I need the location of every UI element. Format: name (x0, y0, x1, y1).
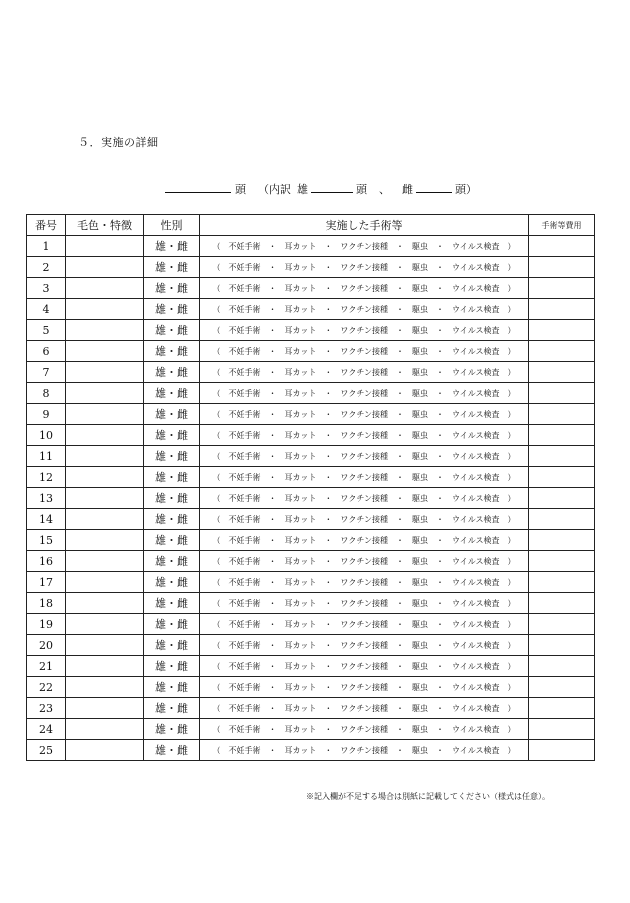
breakdown-open: （内訳 (258, 183, 291, 196)
row-number: 17 (27, 572, 66, 593)
features-cell[interactable] (66, 593, 144, 614)
sex-cell[interactable]: 雄・雌 (144, 593, 200, 614)
procedures-cell[interactable]: （ 不妊手術 ・ 耳カット ・ ワクチン接種 ・ 駆虫 ・ ウイルス検査 ） (200, 635, 529, 656)
row-number: 18 (27, 593, 66, 614)
table-row (27, 257, 595, 278)
row-number: 16 (27, 551, 66, 572)
table-row (27, 677, 595, 698)
features-cell[interactable] (66, 551, 144, 572)
procedures-cell[interactable]: （ 不妊手術 ・ 耳カット ・ ワクチン接種 ・ 駆虫 ・ ウイルス検査 ） (200, 362, 529, 383)
table-row (27, 509, 595, 530)
table-row (27, 341, 595, 362)
sex-cell[interactable]: 雄・雌 (144, 236, 200, 257)
cost-cell[interactable] (529, 509, 595, 530)
row-number: 20 (27, 635, 66, 656)
cost-cell[interactable] (529, 341, 595, 362)
cost-cell[interactable] (529, 236, 595, 257)
procedures-cell[interactable]: （ 不妊手術 ・ 耳カット ・ ワクチン接種 ・ 駆虫 ・ ウイルス検査 ） (200, 425, 529, 446)
cost-cell[interactable] (529, 677, 595, 698)
cost-cell[interactable] (529, 257, 595, 278)
sex-cell[interactable]: 雄・雌 (144, 404, 200, 425)
sex-cell[interactable]: 雄・雌 (144, 677, 200, 698)
row-number: 21 (27, 656, 66, 677)
features-cell[interactable] (66, 383, 144, 404)
sex-cell[interactable]: 雄・雌 (144, 299, 200, 320)
table-row (27, 551, 595, 572)
procedures-cell[interactable]: （ 不妊手術 ・ 耳カット ・ ワクチン接種 ・ 駆虫 ・ ウイルス検査 ） (200, 467, 529, 488)
row-number: 1 (27, 236, 66, 257)
features-cell[interactable] (66, 530, 144, 551)
procedures-cell[interactable]: （ 不妊手術 ・ 耳カット ・ ワクチン接種 ・ 駆虫 ・ ウイルス検査 ） (200, 299, 529, 320)
table-row (27, 467, 595, 488)
total-unit: 頭 (235, 183, 246, 196)
sex-cell[interactable]: 雄・雌 (144, 425, 200, 446)
head-count-summary (165, 180, 477, 197)
procedures-cell[interactable]: （ 不妊手術 ・ 耳カット ・ ワクチン接種 ・ 駆虫 ・ ウイルス検査 ） (200, 719, 529, 740)
female-unit: 頭） (455, 183, 477, 196)
row-number: 15 (27, 530, 66, 551)
row-number: 23 (27, 698, 66, 719)
header-procedures: 実施した手術等 (200, 215, 529, 236)
features-cell[interactable] (66, 299, 144, 320)
row-number: 19 (27, 614, 66, 635)
sex-cell[interactable]: 雄・雌 (144, 320, 200, 341)
female-count-field[interactable] (416, 180, 452, 193)
features-cell[interactable] (66, 404, 144, 425)
procedures-cell[interactable]: （ 不妊手術 ・ 耳カット ・ ワクチン接種 ・ 駆虫 ・ ウイルス検査 ） (200, 257, 529, 278)
table-row (27, 530, 595, 551)
sex-cell[interactable]: 雄・雌 (144, 446, 200, 467)
cost-cell[interactable] (529, 425, 595, 446)
table-row (27, 299, 595, 320)
table-row (27, 425, 595, 446)
row-number: 6 (27, 341, 66, 362)
cost-cell[interactable] (529, 635, 595, 656)
cost-cell[interactable] (529, 467, 595, 488)
procedures-cell[interactable]: （ 不妊手術 ・ 耳カット ・ ワクチン接種 ・ 駆虫 ・ ウイルス検査 ） (200, 488, 529, 509)
male-label: 雄 (297, 183, 308, 196)
cost-cell[interactable] (529, 740, 595, 761)
sex-cell[interactable]: 雄・雌 (144, 740, 200, 761)
sex-cell[interactable]: 雄・雌 (144, 635, 200, 656)
procedures-cell[interactable]: （ 不妊手術 ・ 耳カット ・ ワクチン接種 ・ 駆虫 ・ ウイルス検査 ） (200, 740, 529, 761)
row-number: 11 (27, 446, 66, 467)
features-cell[interactable] (66, 698, 144, 719)
cost-cell[interactable] (529, 320, 595, 341)
features-cell[interactable] (66, 278, 144, 299)
features-cell[interactable] (66, 257, 144, 278)
table-row (27, 698, 595, 719)
cost-cell[interactable] (529, 278, 595, 299)
features-cell[interactable] (66, 446, 144, 467)
row-number: 4 (27, 299, 66, 320)
procedure-table (26, 214, 595, 761)
features-cell[interactable] (66, 236, 144, 257)
features-cell[interactable] (66, 635, 144, 656)
row-number: 13 (27, 488, 66, 509)
features-cell[interactable] (66, 509, 144, 530)
features-cell[interactable] (66, 572, 144, 593)
table-row (27, 488, 595, 509)
row-number: 12 (27, 467, 66, 488)
sex-cell[interactable]: 雄・雌 (144, 572, 200, 593)
table-row (27, 719, 595, 740)
header-number: 番号 (27, 215, 66, 236)
header-features: 毛色・特徴 (66, 215, 144, 236)
cost-cell[interactable] (529, 299, 595, 320)
cost-cell[interactable] (529, 572, 595, 593)
cost-cell[interactable] (529, 719, 595, 740)
procedures-cell[interactable]: （ 不妊手術 ・ 耳カット ・ ワクチン接種 ・ 駆虫 ・ ウイルス検査 ） (200, 404, 529, 425)
procedures-cell[interactable]: （ 不妊手術 ・ 耳カット ・ ワクチン接種 ・ 駆虫 ・ ウイルス検査 ） (200, 614, 529, 635)
table-row (27, 635, 595, 656)
cost-cell[interactable] (529, 488, 595, 509)
features-cell[interactable] (66, 677, 144, 698)
features-cell[interactable] (66, 341, 144, 362)
sex-cell[interactable]: 雄・雌 (144, 530, 200, 551)
cost-cell[interactable] (529, 551, 595, 572)
table-row (27, 740, 595, 761)
sex-cell[interactable]: 雄・雌 (144, 383, 200, 404)
table-header-row (27, 215, 595, 236)
cost-cell[interactable] (529, 404, 595, 425)
sex-cell[interactable]: 雄・雌 (144, 656, 200, 677)
features-cell[interactable] (66, 719, 144, 740)
sex-cell[interactable]: 雄・雌 (144, 341, 200, 362)
cost-cell[interactable] (529, 698, 595, 719)
procedures-cell[interactable]: （ 不妊手術 ・ 耳カット ・ ワクチン接種 ・ 駆虫 ・ ウイルス検査 ） (200, 677, 529, 698)
row-number: 24 (27, 719, 66, 740)
procedures-cell[interactable]: （ 不妊手術 ・ 耳カット ・ ワクチン接種 ・ 駆虫 ・ ウイルス検査 ） (200, 530, 529, 551)
sex-cell[interactable]: 雄・雌 (144, 488, 200, 509)
total-count-field[interactable] (165, 180, 231, 193)
row-number: 2 (27, 257, 66, 278)
procedures-cell[interactable]: （ 不妊手術 ・ 耳カット ・ ワクチン接種 ・ 駆虫 ・ ウイルス検査 ） (200, 320, 529, 341)
procedures-cell[interactable]: （ 不妊手術 ・ 耳カット ・ ワクチン接種 ・ 駆虫 ・ ウイルス検査 ） (200, 572, 529, 593)
female-label: 雌 (402, 183, 413, 196)
sex-cell[interactable]: 雄・雌 (144, 614, 200, 635)
features-cell[interactable] (66, 740, 144, 761)
table-row (27, 320, 595, 341)
table-row (27, 278, 595, 299)
header-cost: 手術等費用 (529, 215, 595, 236)
features-cell[interactable] (66, 656, 144, 677)
procedures-cell[interactable]: （ 不妊手術 ・ 耳カット ・ ワクチン接種 ・ 駆虫 ・ ウイルス検査 ） (200, 383, 529, 404)
row-number: 8 (27, 383, 66, 404)
table-row (27, 383, 595, 404)
procedures-cell[interactable]: （ 不妊手術 ・ 耳カット ・ ワクチン接種 ・ 駆虫 ・ ウイルス検査 ） (200, 656, 529, 677)
cost-cell[interactable] (529, 530, 595, 551)
procedures-cell[interactable]: （ 不妊手術 ・ 耳カット ・ ワクチン接種 ・ 駆虫 ・ ウイルス検査 ） (200, 551, 529, 572)
cost-cell[interactable] (529, 446, 595, 467)
sex-cell[interactable]: 雄・雌 (144, 719, 200, 740)
male-unit: 頭 (356, 183, 367, 196)
table-row (27, 446, 595, 467)
sex-cell[interactable]: 雄・雌 (144, 257, 200, 278)
row-number: 14 (27, 509, 66, 530)
male-count-field[interactable] (311, 180, 353, 193)
separator: 、 (379, 183, 390, 196)
table-row (27, 656, 595, 677)
section-heading: ５．実施の詳細 (78, 136, 159, 149)
features-cell[interactable] (66, 425, 144, 446)
procedures-cell[interactable]: （ 不妊手術 ・ 耳カット ・ ワクチン接種 ・ 駆虫 ・ ウイルス検査 ） (200, 341, 529, 362)
features-cell[interactable] (66, 362, 144, 383)
sex-cell[interactable]: 雄・雌 (144, 278, 200, 299)
row-number: 3 (27, 278, 66, 299)
procedures-cell[interactable]: （ 不妊手術 ・ 耳カット ・ ワクチン接種 ・ 駆虫 ・ ウイルス検査 ） (200, 278, 529, 299)
table-row (27, 614, 595, 635)
row-number: 25 (27, 740, 66, 761)
row-number: 5 (27, 320, 66, 341)
features-cell[interactable] (66, 320, 144, 341)
procedures-cell[interactable]: （ 不妊手術 ・ 耳カット ・ ワクチン接種 ・ 駆虫 ・ ウイルス検査 ） (200, 509, 529, 530)
table-row (27, 572, 595, 593)
features-cell[interactable] (66, 614, 144, 635)
header-sex: 性別 (144, 215, 200, 236)
table-row (27, 593, 595, 614)
cost-cell[interactable] (529, 614, 595, 635)
cost-cell[interactable] (529, 593, 595, 614)
sex-cell[interactable]: 雄・雌 (144, 467, 200, 488)
features-cell[interactable] (66, 467, 144, 488)
sex-cell[interactable]: 雄・雌 (144, 551, 200, 572)
features-cell[interactable] (66, 488, 144, 509)
procedures-cell[interactable]: （ 不妊手術 ・ 耳カット ・ ワクチン接種 ・ 駆虫 ・ ウイルス検査 ） (200, 236, 529, 257)
procedures-cell[interactable]: （ 不妊手術 ・ 耳カット ・ ワクチン接種 ・ 駆虫 ・ ウイルス検査 ） (200, 698, 529, 719)
cost-cell[interactable] (529, 656, 595, 677)
table-row (27, 404, 595, 425)
footnote: ※記入欄が不足する場合は別紙に記載してください（様式は任意）。 (306, 792, 550, 801)
sex-cell[interactable]: 雄・雌 (144, 362, 200, 383)
cost-cell[interactable] (529, 383, 595, 404)
procedures-cell[interactable]: （ 不妊手術 ・ 耳カット ・ ワクチン接種 ・ 駆虫 ・ ウイルス検査 ） (200, 446, 529, 467)
row-number: 10 (27, 425, 66, 446)
sex-cell[interactable]: 雄・雌 (144, 698, 200, 719)
row-number: 9 (27, 404, 66, 425)
row-number: 22 (27, 677, 66, 698)
row-number: 7 (27, 362, 66, 383)
cost-cell[interactable] (529, 362, 595, 383)
sex-cell[interactable]: 雄・雌 (144, 509, 200, 530)
procedures-cell[interactable]: （ 不妊手術 ・ 耳カット ・ ワクチン接種 ・ 駆虫 ・ ウイルス検査 ） (200, 593, 529, 614)
table-row (27, 236, 595, 257)
table-row (27, 362, 595, 383)
